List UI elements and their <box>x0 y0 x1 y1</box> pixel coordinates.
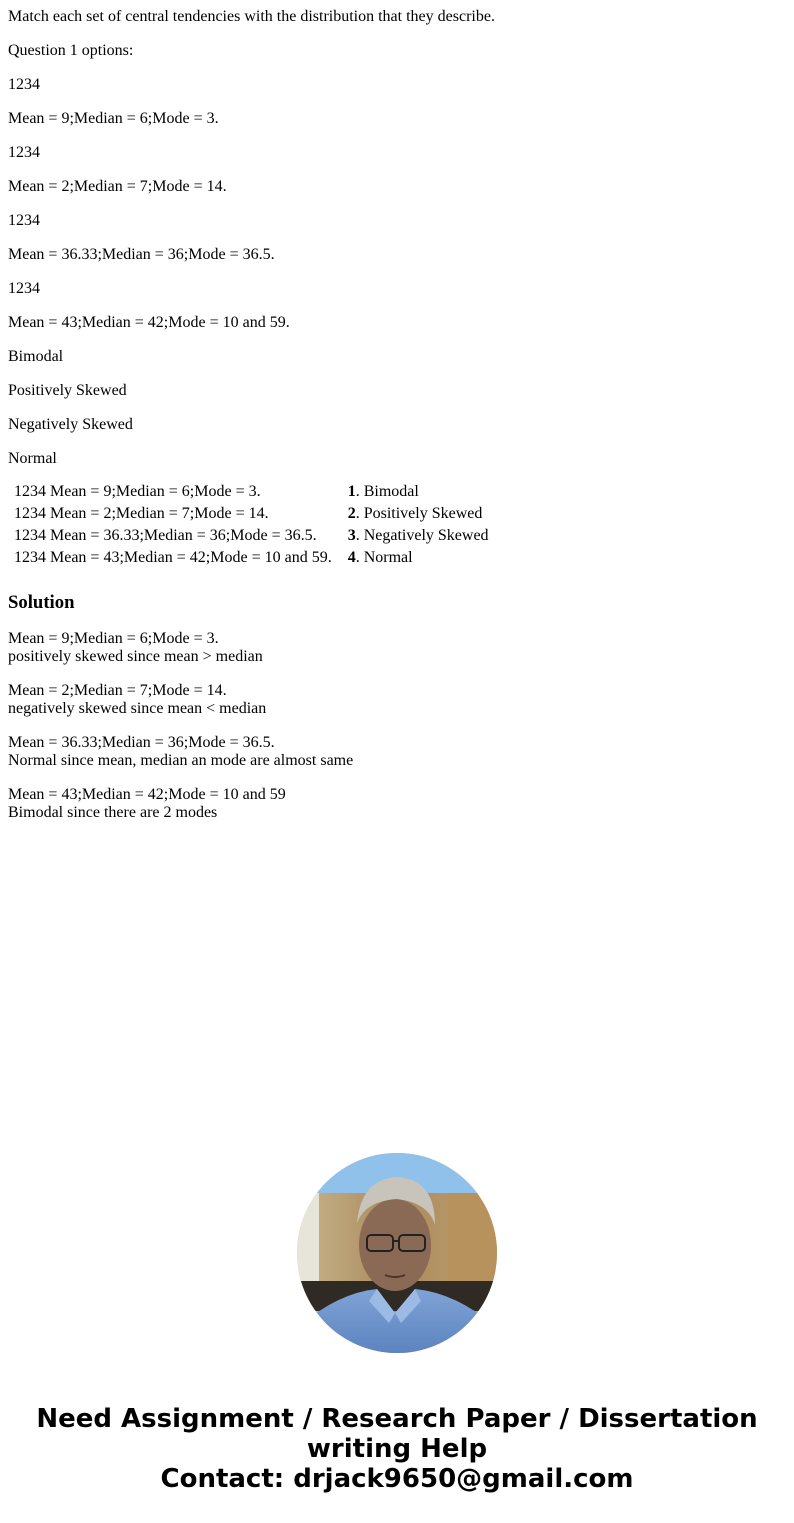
solution-section <box>8 630 786 822</box>
ad-line-2: writing Help <box>306 1434 488 1464</box>
choice-4: Normal <box>8 450 57 467</box>
question-items <box>8 76 786 468</box>
item-select-3[interactable]: 1234 <box>8 212 40 229</box>
solution-line: Mean = 36.33;Median = 36;Mode = 36.5. <box>8 734 275 751</box>
match-number: 1 <box>347 483 356 500</box>
options-label: Question 1 options: <box>8 42 134 59</box>
match-right <box>344 526 493 546</box>
match-label: . Negatively Skewed <box>355 527 489 544</box>
match-number: 2 <box>347 505 356 522</box>
choice-1: Bimodal <box>8 348 64 365</box>
ad-contact[interactable]: Contact: drjack9650@gmail.com <box>160 1464 634 1494</box>
match-label: . Positively Skewed <box>355 505 483 522</box>
tutor-photo <box>297 1153 497 1353</box>
match-number: 4 <box>347 549 356 566</box>
item-text-1: Mean = 9;Median = 6;Mode = 3. <box>8 110 219 127</box>
avatar <box>297 1153 497 1353</box>
match-number: 3 <box>347 527 356 544</box>
solution-explanation: Bimodal since there are 2 modes <box>8 804 218 821</box>
match-left: 1234 Mean = 9;Median = 6;Mode = 3. <box>14 483 261 500</box>
match-right <box>344 504 493 524</box>
item-select-1[interactable]: 1234 <box>8 76 40 93</box>
solution-explanation: Normal since mean, median an mode are almost same <box>8 752 354 769</box>
match-left: 1234 Mean = 2;Median = 7;Mode = 14. <box>14 505 269 522</box>
item-select-2[interactable]: 1234 <box>8 144 40 161</box>
item-text-3: Mean = 36.33;Median = 36;Mode = 36.5. <box>8 246 275 263</box>
solution-explanation: positively skewed since mean > median <box>8 648 263 665</box>
advertisement-banner <box>0 1404 794 1494</box>
document-body <box>8 0 786 838</box>
solution-entry <box>8 786 786 822</box>
item-text-4: Mean = 43;Median = 42;Mode = 10 and 59. <box>8 314 290 331</box>
choice-2: Positively Skewed <box>8 382 127 399</box>
match-label: . Normal <box>355 549 413 566</box>
item-text-2: Mean = 2;Median = 7;Mode = 14. <box>8 178 227 195</box>
question-prompt: Match each set of central tendencies with the distribution that they describe. <box>8 8 495 25</box>
solution-heading: Solution <box>8 592 75 613</box>
item-select-4[interactable]: 1234 <box>8 280 40 297</box>
table-row <box>10 482 493 502</box>
match-left: 1234 Mean = 36.33;Median = 36;Mode = 36.5. <box>14 527 317 544</box>
match-label: . Bimodal <box>355 483 419 500</box>
table-row <box>10 548 493 568</box>
table-row <box>10 504 493 524</box>
solution-entry <box>8 682 786 718</box>
match-left: 1234 Mean = 43;Median = 42;Mode = 10 and 59. <box>14 549 332 566</box>
solution-line: Mean = 9;Median = 6;Mode = 3. <box>8 630 219 647</box>
solution-explanation: negatively skewed since mean < median <box>8 700 267 717</box>
solution-line: Mean = 2;Median = 7;Mode = 14. <box>8 682 227 699</box>
table-row <box>10 526 493 546</box>
solution-entry <box>8 630 786 666</box>
choice-3: Negatively Skewed <box>8 416 133 433</box>
ad-line-1: Need Assignment / Research Paper / Dissertation <box>36 1404 758 1434</box>
solution-line: Mean = 43;Median = 42;Mode = 10 and 59 <box>8 786 286 803</box>
match-table <box>8 480 495 570</box>
solution-entry <box>8 734 786 770</box>
match-right <box>344 548 493 568</box>
match-right <box>344 482 493 502</box>
